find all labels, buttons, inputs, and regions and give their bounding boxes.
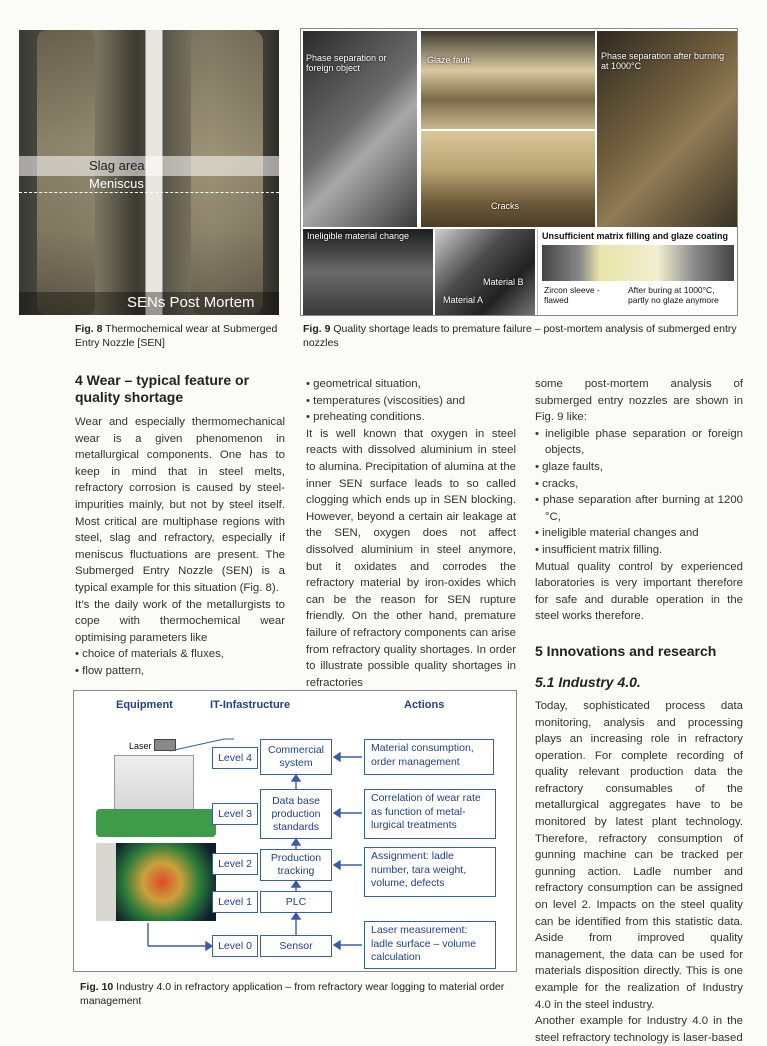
fig8-label-meniscus: Meniscus: [89, 176, 144, 191]
system-commercial: Commercial system: [260, 739, 332, 775]
section5-subheading: 5.1 Industry 4.0.: [535, 673, 641, 690]
section4-col3-list: • ineligible phase separation or foreign objects, • glaze faults, • cracks, • phase separation after burning at 1200 °C, • ineligible material changes and • insufficient matrix filling.: [535, 426, 743, 559]
fig10-diagram: [73, 690, 517, 972]
section4-column1: [75, 372, 285, 680]
fig9-photo-unsuff: Unsufficient matrix filling and glaze coating Zircon sleeve - flawed After buring at 1000°C, partly no glaze anymore: [537, 229, 737, 315]
fig10-laser-label: Laser: [129, 741, 152, 751]
section5-para1: Today, sophisticated process data monitoring, analysis and processing plays an increasing role in refractory operation. For complete recording of quality relevant production data the refractory consumables of the metallurgical aggregates have to be monitored by latest plant technology. Therefore, refractory consumption of gunning machine can be tracked per gunning action. Ladle number and refractory consumption can be assigned on level 2. Impacts on the steel quality can be identified from this statistic data. Aside from improved quality management, the data can be used for materials disposition directly. This is one example for the realization of Industry 4.0 in the steel industry.: [535, 699, 743, 1011]
fig8-label-slag: Slag area: [89, 158, 145, 173]
level3-box: Level 3: [212, 803, 258, 825]
fig10-header-actions: Actions: [404, 699, 445, 711]
section5-heading: 5 Innovations and research: [535, 642, 717, 659]
section4-para2: It’s the daily work of the metallurgists to cope with thermochemical wear optimising parameters like: [75, 598, 285, 644]
section5-para2: Another example for Industry 4.0 in the steel refractory technology is laser-based: [535, 1015, 743, 1044]
system-production-tracking: Production tracking: [260, 849, 332, 881]
section4-col1-list: • choice of materials & fluxes, • flow pattern,: [75, 646, 285, 679]
fig9-photo-inelig: Ineligible material change: [303, 229, 433, 315]
system-plc: PLC: [260, 891, 332, 913]
system-sensor: Sensor: [260, 935, 332, 957]
fig9-photo-cracks: Cracks: [421, 131, 595, 227]
column3: [535, 376, 743, 1046]
fig9-photo-materials: Material B Material A: [435, 229, 535, 315]
section4-col2-para: It is well known that oxygen in steel reacts with dissolved aluminium in steel to alumina. Precipitation of alumina at the inner SEN surface leads to so called clogging which ends up in SEN blocking. However, beyond a certain air leakage at the SEN, oxygen does not affect dissolved aluminium in steel anymore, but it oxidates and corrodes the refractory material by iron-oxides which can be the reason for SEN rupture friendly. On the other hand, premature failure of refractory components can arise from refractory quality shortages. In order to illustrate possible quality shortages in refractories: [306, 427, 516, 689]
fig8-photo: [19, 30, 279, 315]
level4-box: Level 4: [212, 747, 258, 769]
action-material-consumption: Material consumption, order management: [364, 739, 494, 775]
fig10-caption: Fig. 10 Industry 4.0 in refractory application – from refractory wear logging to material order management: [80, 981, 505, 1007]
fig9-caption: Fig. 9 Quality shortage leads to premature failure – post-mortem analysis of submerged entry nozzles: [303, 323, 737, 349]
action-laser-measurement: Laser measurement: ladle surface – volume calculation: [364, 921, 496, 969]
action-correlation: Correlation of wear rate as function of metal-lurgical treatments: [364, 789, 496, 839]
section4-col3-para1: some post-mortem analysis of submerged entry nozzles are shown in Fig. 9 like:: [535, 378, 743, 424]
section4-heading: 4 Wear – typical feature or quality shortage: [75, 372, 250, 405]
system-database: Data base production standards: [260, 789, 332, 839]
fig8-label-sen: SENs Post Mortem: [127, 294, 255, 311]
level2-box: Level 2: [212, 853, 258, 875]
action-assignment: Assignment: ladle number, tara weight, volume, defects: [364, 847, 496, 897]
fig8-caption: Fig. 8 Thermochemical wear at Submerged Entry Nozzle [SEN]: [75, 323, 278, 349]
level0-box: Level 0: [212, 935, 258, 957]
fig9-photo-phase: Phase separation or foreign object: [303, 31, 417, 227]
section4-col2-list: • geometrical situation, • temperatures (viscosities) and • preheating conditions.: [306, 376, 516, 426]
fig9-figure: [300, 28, 738, 316]
section4-col3-para2: Mutual quality control by experienced laboratories is very important therefore for safe and durable operation in the steel works therefore.: [535, 560, 743, 623]
level1-box: Level 1: [212, 891, 258, 913]
section4-para1: Wear and especially thermomechanical wear is a given phenomenon in metallurgical components. One has to keep in mind that in steel melts, refractory corrosion is caused by steel-impurities mainly, but not by steel itself. Most critical are multiphase regions with steel, slag and refractory, especially if meniscus fluctuations are present. The Submerged Entry Nozzle (SEN) is a typical example for this situation (Fig. 8).: [75, 416, 285, 594]
fig9-photo-phase1000: Phase separation after burning at 1000°C: [597, 31, 737, 227]
fig10-header-it: IT-Infastructure: [210, 699, 291, 711]
fig10-header-equipment: Equipment: [116, 699, 173, 711]
section4-column2: [306, 376, 516, 691]
fig9-photo-glaze: Glaze fault: [421, 31, 595, 129]
